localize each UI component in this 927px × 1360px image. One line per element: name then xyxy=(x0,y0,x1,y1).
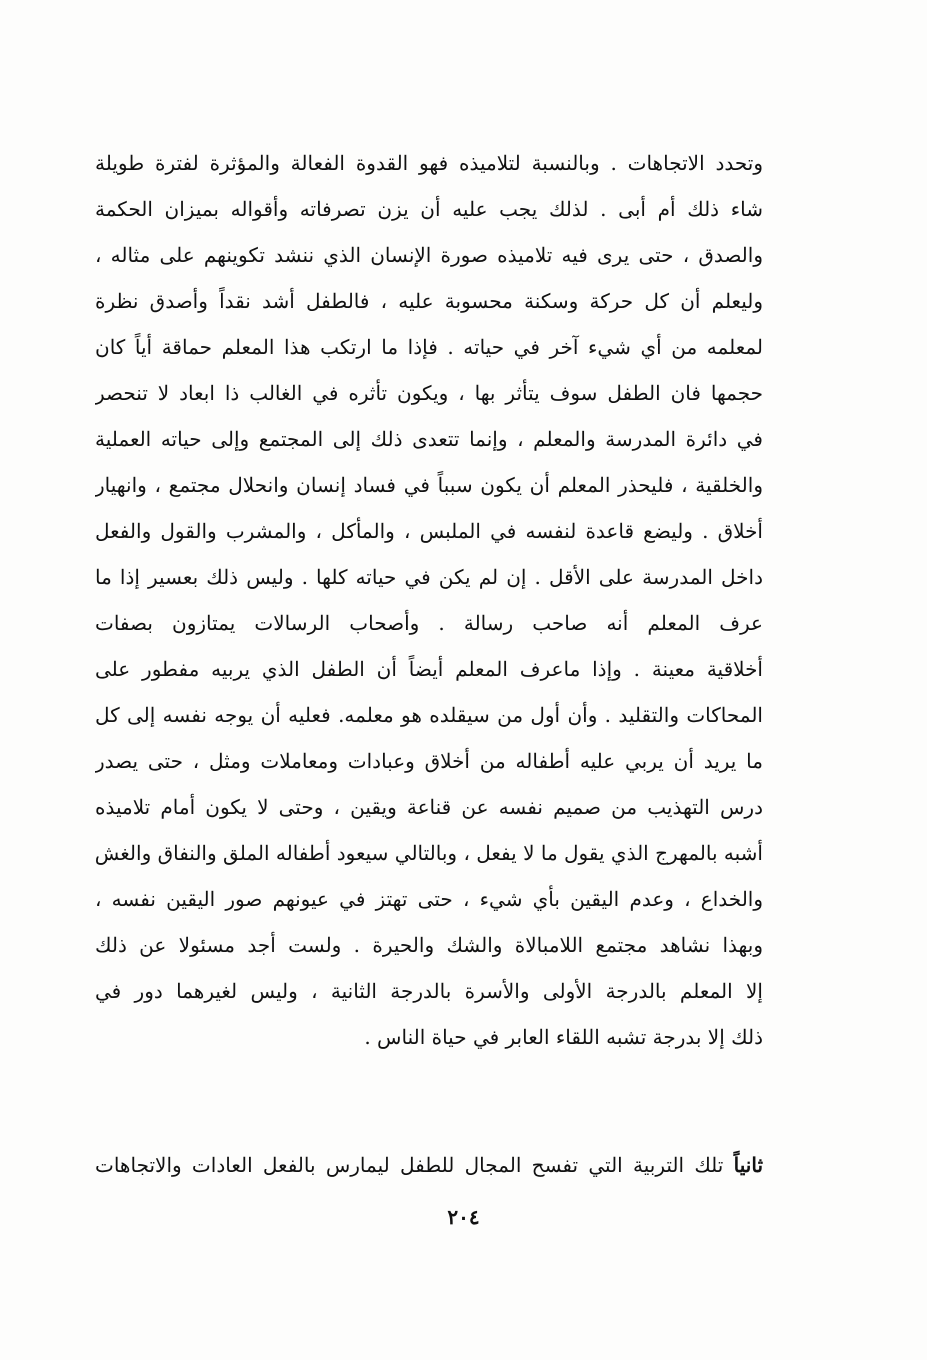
text-line: أخلاقية معينة . وإذا ماعرف المعلم أيضاً أن الطفل الذي يربيه مفطور على xyxy=(95,657,763,681)
text-line: والصدق ، حتى يرى فيه تلاميذه صورة الإنسان الذي ننشد تكوينهم على مثاله ، xyxy=(95,243,763,267)
text-line: إلا المعلم بالدرجة الأولى والأسرة بالدرجة الثانية ، وليس لغيرهما دور في xyxy=(95,979,763,1003)
text-line: وليعلم أن كل حركة وسكنة محسوبة عليه ، فالطفل أشد نقداً وأصدق نظرة xyxy=(95,289,763,313)
text-line: درس التهذيب من صميم نفسه عن قناعة ويقين ، وحتى لا يكون أمام تلاميذه xyxy=(95,795,763,819)
text-line: ما يريد أن يربي عليه أطفاله من أخلاق وعبادات ومعاملات ومثل ، حتى يصدر xyxy=(95,749,763,773)
section-heading-lead: ثانياً xyxy=(733,1153,763,1177)
text-line: لمعلمه من أي شيء آخر في حياته . فإذا ما ارتكب هذا المعلم حماقة أياً كان xyxy=(95,335,763,359)
text-line: وبهذا نشاهد مجتمع اللامبالاة والشك والحيرة . ولست أجد مسئولا عن ذلك xyxy=(95,933,763,957)
text-line: المحاكات والتقليد . وأن أول من سيقلده هو معلمه. فعليه أن يوجه نفسه إلى كل xyxy=(95,703,763,727)
section-heading-text: تلك التربية التي تفسح المجال للطفل ليمارس بالفعل العادات والاتجاهات xyxy=(95,1153,734,1177)
text-line: عرف المعلم أنه صاحب رسالة . وأصحاب الرسالات يمتازون بصفات xyxy=(95,611,763,635)
body-text xyxy=(95,140,763,1060)
text-line: والخلقية ، فليحذر المعلم أن يكون سبباً في فساد إنسان وانحلال مجتمع ، وانهيار xyxy=(95,473,763,497)
text-line: شاء ذلك أم أبى . لذلك يجب عليه أن يزن تصرفاته وأقواله بميزان الحكمة xyxy=(95,197,763,221)
text-line: أشبه بالمهرج الذي يقول ما لا يفعل ، وبالتالي سيعود أطفاله الملق والنفاق والغش xyxy=(95,841,763,865)
section-heading xyxy=(95,1142,763,1188)
text-line: داخل المدرسة على الأقل . إن لم يكن في حياته كلها . وليس ذلك بعسير إذا ما xyxy=(95,565,763,589)
text-line-last: ذلك إلا بدرجة تشبه اللقاء العابر في حياة الناس . xyxy=(364,1025,763,1049)
text-line: أخلاق . وليضع قاعدة لنفسه في الملبس ، والمأكل ، والمشرب والقول والفعل xyxy=(95,519,763,543)
page-number: ٢٠٤ xyxy=(447,1205,480,1229)
text-line: حجمها فان الطفل سوف يتأثر بها ، ويكون تأثره في الغالب ذا ابعاد لا تنحصر xyxy=(95,381,763,405)
text-line: في دائرة المدرسة والمعلم ، وإنما تتعدى ذلك إلى المجتمع وإلى حياته العملية xyxy=(95,427,763,451)
text-line: والخداع ، وعدم اليقين بأي شيء ، حتى تهتز في عيونهم صور اليقين نفسه ، xyxy=(95,887,763,911)
text-line: وتحدد الاتجاهات . وبالنسبة لتلاميذه فهو القدوة الفعالة والمؤثرة لفترة طويلة xyxy=(95,151,763,175)
